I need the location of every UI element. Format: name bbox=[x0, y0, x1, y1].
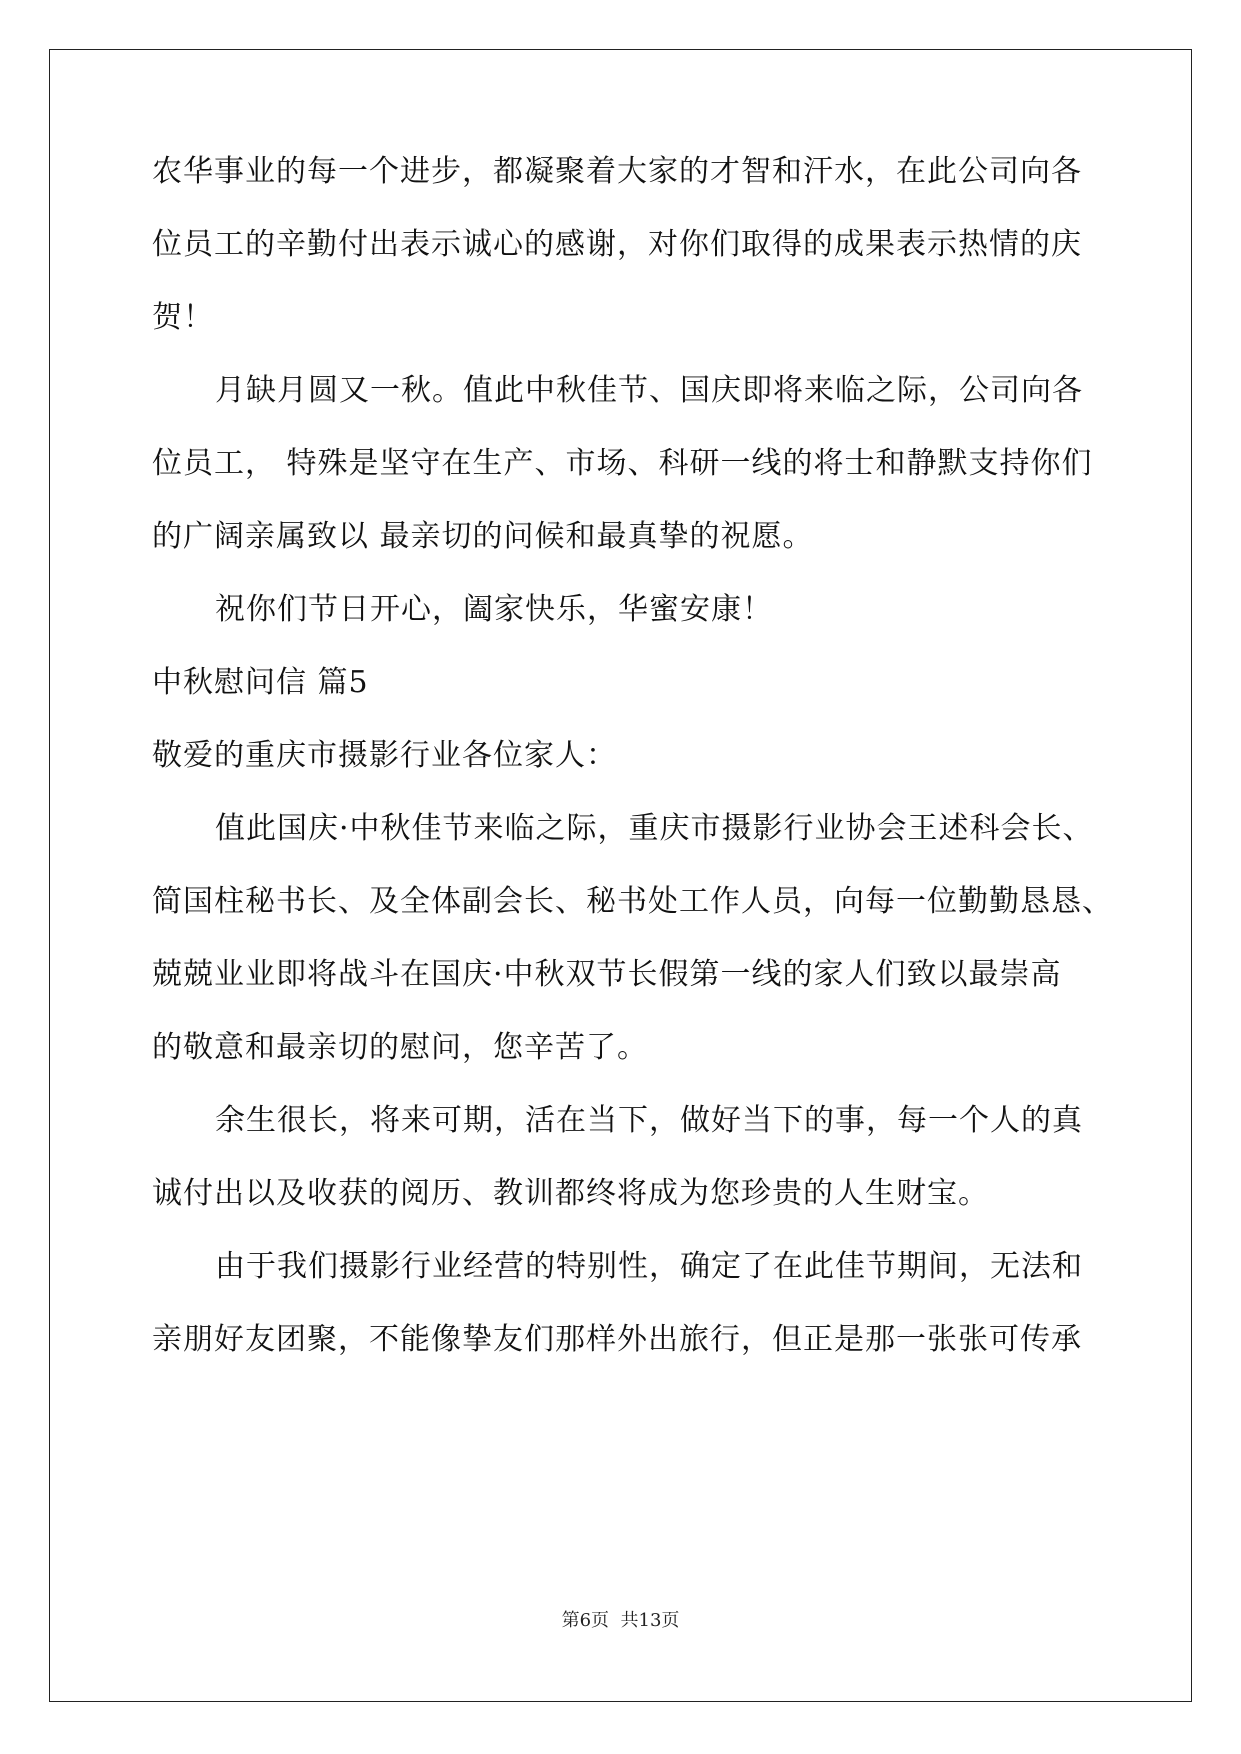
body-line: 简国柱秘书长、及全体副会长、秘书处工作人员，向每一位勤勤恳恳、 bbox=[152, 884, 1113, 919]
body-line: 的敬意和最亲切的慰问，您辛苦了。 bbox=[152, 1030, 648, 1065]
body-line: 农华事业的每一个进步，都凝聚着大家的才智和汗水，在此公司向各 bbox=[152, 154, 1082, 189]
body-line: 余生很长，将来可期，活在当下，做好当下的事，每一个人的真 bbox=[215, 1103, 1083, 1138]
body-line: 值此国庆·中秋佳节来临之际，重庆市摄影行业协会王述科会长、 bbox=[215, 811, 1094, 846]
body-line: 贺！ bbox=[152, 300, 214, 335]
body-line: 兢兢业业即将战斗在国庆·中秋双节长假第一线的家人们致以最崇高 bbox=[152, 957, 1062, 992]
body-line: 祝你们节日开心，阖家快乐，华蜜安康！ bbox=[215, 592, 773, 627]
body-line: 的广阔亲属致以 最亲切的问候和最真挚的祝愿。 bbox=[152, 519, 814, 554]
body-line: 由于我们摄影行业经营的特别性，确定了在此佳节期间，无法和 bbox=[215, 1249, 1083, 1284]
body-line: 位员工， 特殊是坚守在生产、市场、科研一线的将士和静默支持你们 bbox=[152, 446, 1093, 481]
page-footer: 第6页 共13页 bbox=[561, 1610, 680, 1631]
body-line: 月缺月圆又一秋。值此中秋佳节、国庆即将来临之际，公司向各 bbox=[215, 373, 1083, 408]
body-line: 亲朋好友团聚，不能像挚友们那样外出旅行，但正是那一张张可传承 bbox=[152, 1322, 1082, 1357]
section-heading: 中秋慰问信 篇5 bbox=[152, 665, 369, 700]
salutation: 敬爱的重庆市摄影行业各位家人： bbox=[152, 738, 617, 773]
page-frame bbox=[49, 49, 1192, 1702]
body-line: 诚付出以及收获的阅历、教训都终将成为您珍贵的人生财宝。 bbox=[152, 1176, 989, 1211]
body-line: 位员工的辛勤付出表示诚心的感谢，对你们取得的成果表示热情的庆 bbox=[152, 227, 1082, 262]
